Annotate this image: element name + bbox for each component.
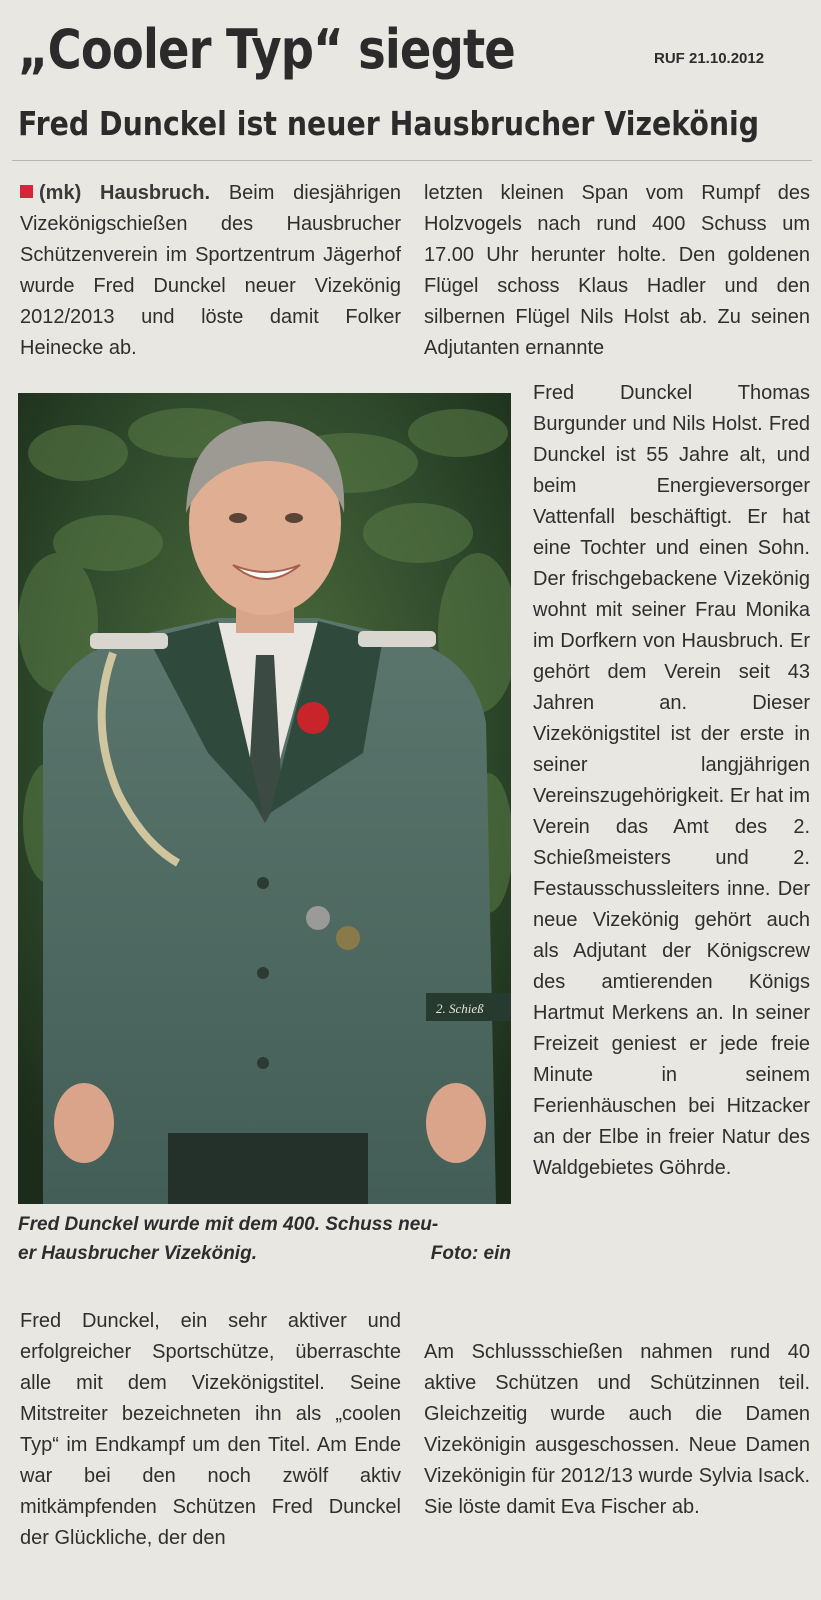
source-date: RUF 21.10.2012: [654, 50, 765, 67]
paragraph-marker-icon: [20, 185, 33, 198]
portrait-photo: [18, 393, 511, 1204]
trousers: [168, 1133, 368, 1204]
divider: [12, 160, 812, 161]
medal: [306, 906, 330, 930]
button: [257, 1057, 269, 1069]
right-eye: [285, 513, 303, 523]
sleeve-badge-text: 2. Schieß: [436, 1001, 484, 1016]
right-top-paragraph: [424, 178, 810, 364]
caption-line-1: Fred Dunckel wurde mit dem 400. Schuss neu-: [18, 1214, 439, 1235]
paragraph-text: Fred Dunckel Thomas Burgunder und Nils Holst. Fred Dunckel ist 55 Jahre alt, und beim Energieversorger Vattenfall beschäftigt. Er hat eine Tochter und einen Sohn. Der frischgebackene Vizekönig wohnt mit seiner Frau Monika im Dorfkern von Hausbruch. Er gehört dem Verein seit 43 Jahren an. Dieser Vizekönigstitel ist der erste in seiner langjährigen Vereinszugehörigkeit. Er hat im Verein das Amt des 2. Schießmeisters und 2. Festausschussleiters inne. Der neue Vizekönig gehört auch als Adjutant der Königscrew des amtierenden Königs Hartmut Merkens an. In seiner Freizeit geniest er jede freie Minute in seinem Ferienhäuschen bei Hitzacker an der Elbe in freier Natur des Waldgebietes Göhrde.: [533, 382, 810, 1179]
lead-paragraph: [20, 178, 401, 364]
left-hand: [54, 1083, 114, 1163]
red-flower: [297, 702, 329, 734]
button: [257, 877, 269, 889]
headline: „Cooler Typ“ siegte: [18, 18, 515, 81]
portrait-illustration: [18, 393, 511, 1204]
left-bottom-paragraph: [20, 1306, 401, 1554]
photo-caption: [18, 1210, 511, 1268]
lead-text: Beim diesjährigen Vizekönigschießen des Hausbrucher Schützenverein im Sportzentrum Jägerhof wurde Fred Dunckel neuer Vizekönig 2012/2013 und löste damit Folker Heinecke ab.: [20, 182, 402, 359]
right-epaulette: [358, 631, 436, 647]
paragraph-text: Am Schlussschießen nahmen rund 40 aktive Schützen und Schützinnen teil. Gleichzeitig wurde auch die Damen Vizekönigin ausgeschossen. Neue Damen Vizekönigin für 2012/13 wurde Sylvia Isack. Sie löste damit Eva Fischer ab.: [424, 1341, 810, 1518]
button: [257, 967, 269, 979]
paragraph-text: Fred Dunckel, ein sehr aktiver und erfolgreicher Sportschütze, überraschte alle mit dem Vizekönigstitel. Seine Mitstreiter bezeichneten ihn als „coolen Typ“ im Endkampf um den Titel. Am Ende war bei den noch zwölf aktiv mitkämpfenden Schützen Fred Dunckel der Glückliche, der den: [20, 1310, 401, 1549]
caption-line-2: er Hausbrucher Vizekönig.: [18, 1243, 257, 1264]
subheadline: Fred Dunckel ist neuer Hausbrucher Vizekönig: [18, 104, 760, 143]
lead-keyword: (mk) Hausbruch.: [39, 182, 211, 204]
right-bottom-paragraph: [424, 1337, 810, 1523]
photo-credit: Foto: ein: [430, 1243, 511, 1264]
right-hand: [426, 1083, 486, 1163]
left-eye: [229, 513, 247, 523]
cross-medal: [336, 926, 360, 950]
left-epaulette: [90, 633, 168, 649]
paragraph-text: letzten kleinen Span vom Rumpf des Holzvogels nach rund 400 Schuss um 17.00 Uhr herunter holte. Den goldenen Flügel schoss Klaus Hadler und den silbernen Flügel Nils Holst ab. Zu seinen Adjutanten ernannte: [424, 182, 810, 359]
right-narrow-paragraph: [533, 378, 810, 1184]
